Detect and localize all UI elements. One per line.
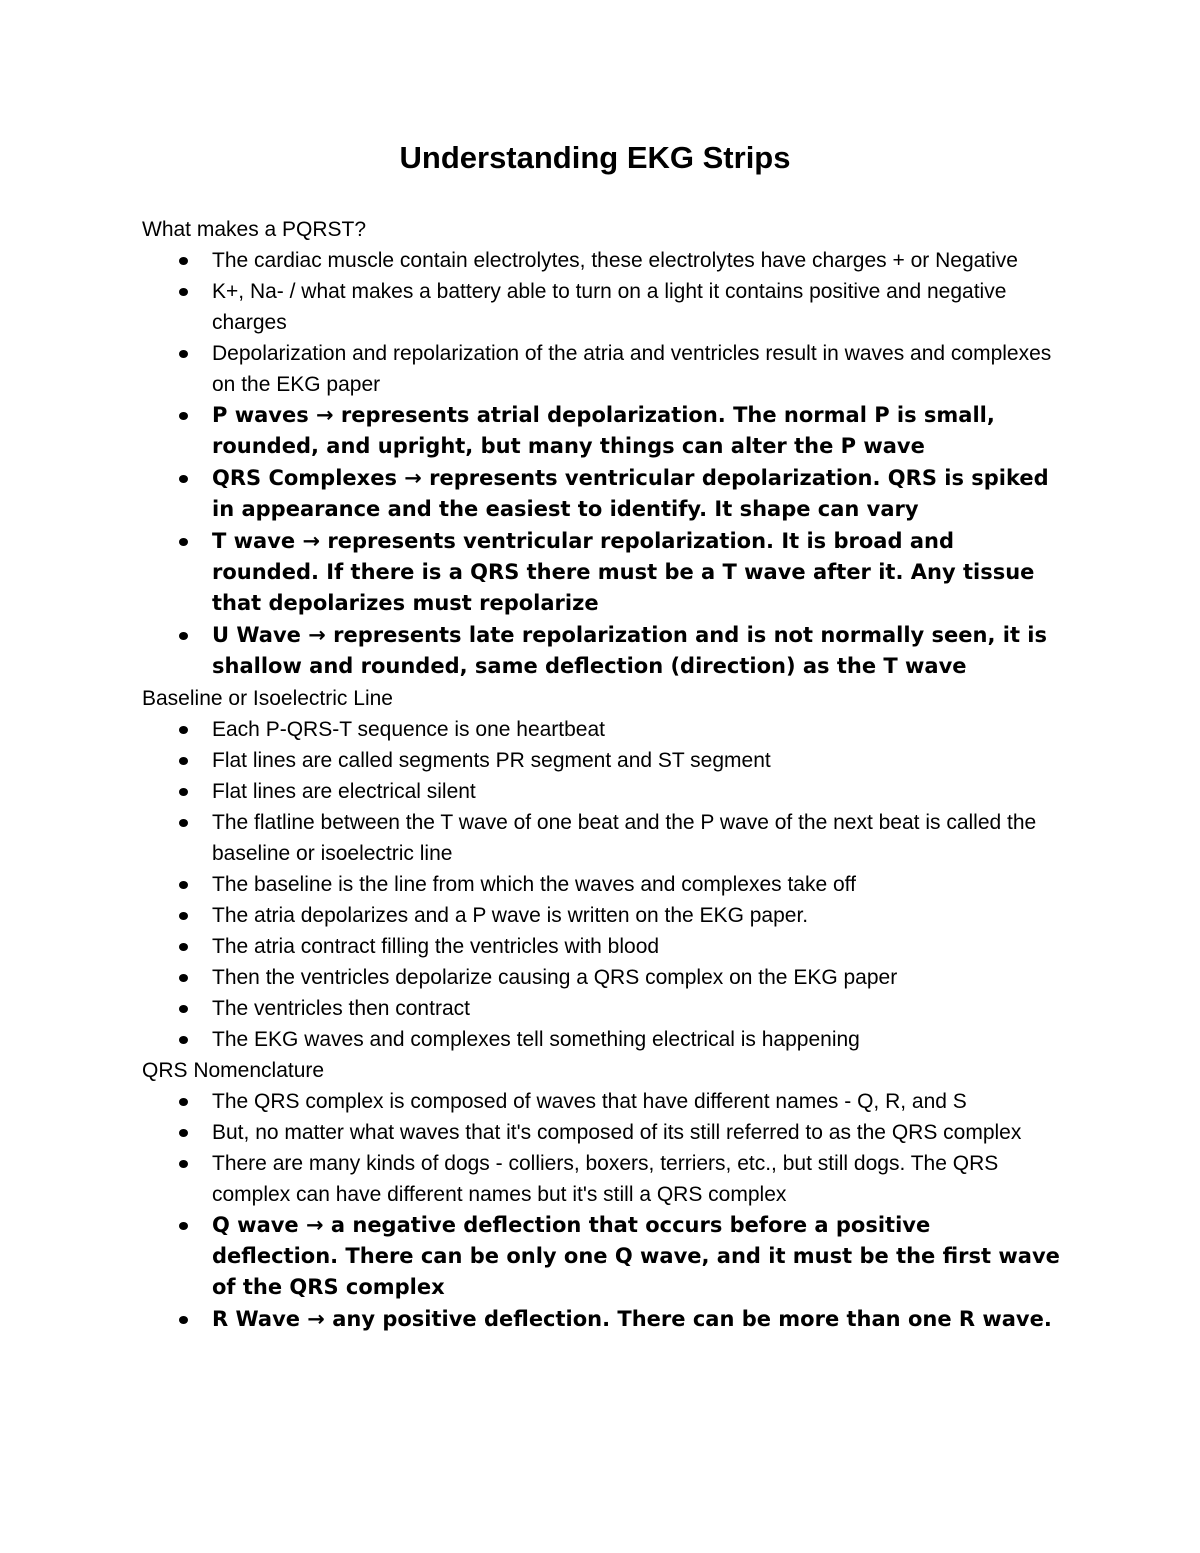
list-item-text: Flat lines are electrical silent <box>212 779 476 803</box>
list-item-text: Flat lines are called segments PR segment and ST segment <box>212 748 771 772</box>
list-item <box>212 962 1062 993</box>
list-item <box>212 900 1062 931</box>
list-item <box>212 1148 1062 1210</box>
bullet-dot-icon <box>179 538 188 546</box>
bullet-list <box>142 1086 1062 1336</box>
list-item-text: But, no matter what waves that it's composed of its still referred to as the QRS complex <box>212 1120 1022 1144</box>
list-item-text: The flatline between the T wave of one beat and the P wave of the next beat is called the baseline or isoelectric line <box>212 810 1037 865</box>
list-item-text: Depolarization and repolarization of the atria and ventricles result in waves and complexes on the EKG paper <box>212 342 1052 396</box>
list-item-text: The atria depolarizes and a P wave is written on the EKG paper. <box>212 903 809 927</box>
list-item <box>212 1304 1062 1335</box>
list-item-text: The baseline is the line from which the waves and complexes take off <box>212 872 856 896</box>
bullet-dot-icon <box>179 726 188 734</box>
list-item <box>212 1117 1062 1148</box>
bullet-dot-icon <box>179 1005 188 1013</box>
page-title: Understanding EKG Strips <box>399 140 791 175</box>
list-item-text: U Wave → represents late repolarization and is not normally seen, it is shallow and rounded, same deflection (direction) as the T wave <box>212 622 1047 679</box>
list-item-text: Q wave → a negative deflection that occurs before a positive deflection. There can be only one Q wave, and it must be the first wave of the QRS complex <box>212 1212 1060 1300</box>
bullet-dot-icon <box>179 819 188 827</box>
document-body <box>142 214 1062 1335</box>
bullet-dot-icon <box>179 1036 188 1044</box>
list-item-text: There are many kinds of dogs - colliers, boxers, terriers, etc., but still dogs. The QRS complex can have different names but it's still a QRS complex <box>212 1151 999 1206</box>
bullet-dot-icon <box>179 974 188 982</box>
section-heading: Baseline or Isoelectric Line <box>142 686 393 710</box>
bullet-dot-icon <box>179 1129 188 1137</box>
list-item <box>212 745 1062 776</box>
list-item <box>212 869 1062 900</box>
list-item-text: T wave → represents ventricular repolarization. It is broad and rounded. If there is a QRS there must be a T wave after it. Any tissue that depolarizes must repolarize <box>212 528 1035 616</box>
bullet-dot-icon <box>179 350 188 358</box>
list-item-text: Each P-QRS-T sequence is one heartbeat <box>212 717 606 741</box>
bullet-dot-icon <box>179 412 188 420</box>
list-item <box>212 776 1062 807</box>
bullet-dot-icon <box>179 943 188 951</box>
list-item <box>212 993 1062 1024</box>
list-item <box>212 714 1062 745</box>
list-item-text: Then the ventricles depolarize causing a QRS complex on the EKG paper <box>212 965 898 989</box>
list-item <box>212 807 1062 869</box>
bullet-dot-icon <box>179 757 188 765</box>
bullet-dot-icon <box>179 475 188 483</box>
list-item-text: The QRS complex is composed of waves that have different names - Q, R, and S <box>212 1089 967 1113</box>
bullet-dot-icon <box>179 1160 188 1168</box>
list-item <box>212 276 1062 338</box>
list-item <box>212 1210 1062 1304</box>
section-heading: What makes a PQRST? <box>142 218 367 241</box>
list-item-text: The atria contract filling the ventricles with blood <box>212 934 660 958</box>
bullet-list <box>142 245 1062 683</box>
document-page <box>142 138 1062 1335</box>
list-item <box>212 1024 1062 1055</box>
list-item <box>212 400 1062 463</box>
bullet-dot-icon <box>179 257 188 265</box>
bullet-list <box>142 714 1062 1055</box>
bullet-dot-icon <box>179 1316 188 1324</box>
bullet-dot-icon <box>179 788 188 796</box>
section-heading: QRS Nomenclature <box>142 1058 325 1082</box>
bullet-dot-icon <box>179 912 188 920</box>
list-item-text: The EKG waves and complexes tell something electrical is happening <box>212 1027 860 1051</box>
list-item <box>212 620 1062 683</box>
list-item-text: R Wave → any positive deflection. There can be more than one R wave. <box>212 1306 1052 1331</box>
bullet-dot-icon <box>179 1098 188 1106</box>
list-item-text: The cardiac muscle contain electrolytes, these electrolytes have charges + or Negative <box>212 249 1018 272</box>
list-item-text: K+, Na- / what makes a battery able to turn on a light it contains positive and negative charges <box>212 280 1007 334</box>
list-item <box>212 338 1062 400</box>
list-item <box>212 931 1062 962</box>
bullet-dot-icon <box>179 881 188 889</box>
list-item <box>212 245 1062 276</box>
bullet-dot-icon <box>179 1222 188 1230</box>
list-item-text: P waves → represents atrial depolarization. The normal P is small, rounded, and upright, but many things can alter the P wave <box>212 403 995 459</box>
bullet-dot-icon <box>179 288 188 296</box>
list-item-text: QRS Complexes → represents ventricular depolarization. QRS is spiked in appearance and the easiest to identify. It shape can vary <box>212 465 1049 522</box>
list-item <box>212 463 1062 526</box>
list-item <box>212 1086 1062 1117</box>
list-item-text: The ventricles then contract <box>212 996 470 1020</box>
list-item <box>212 526 1062 620</box>
bullet-dot-icon <box>179 632 188 640</box>
